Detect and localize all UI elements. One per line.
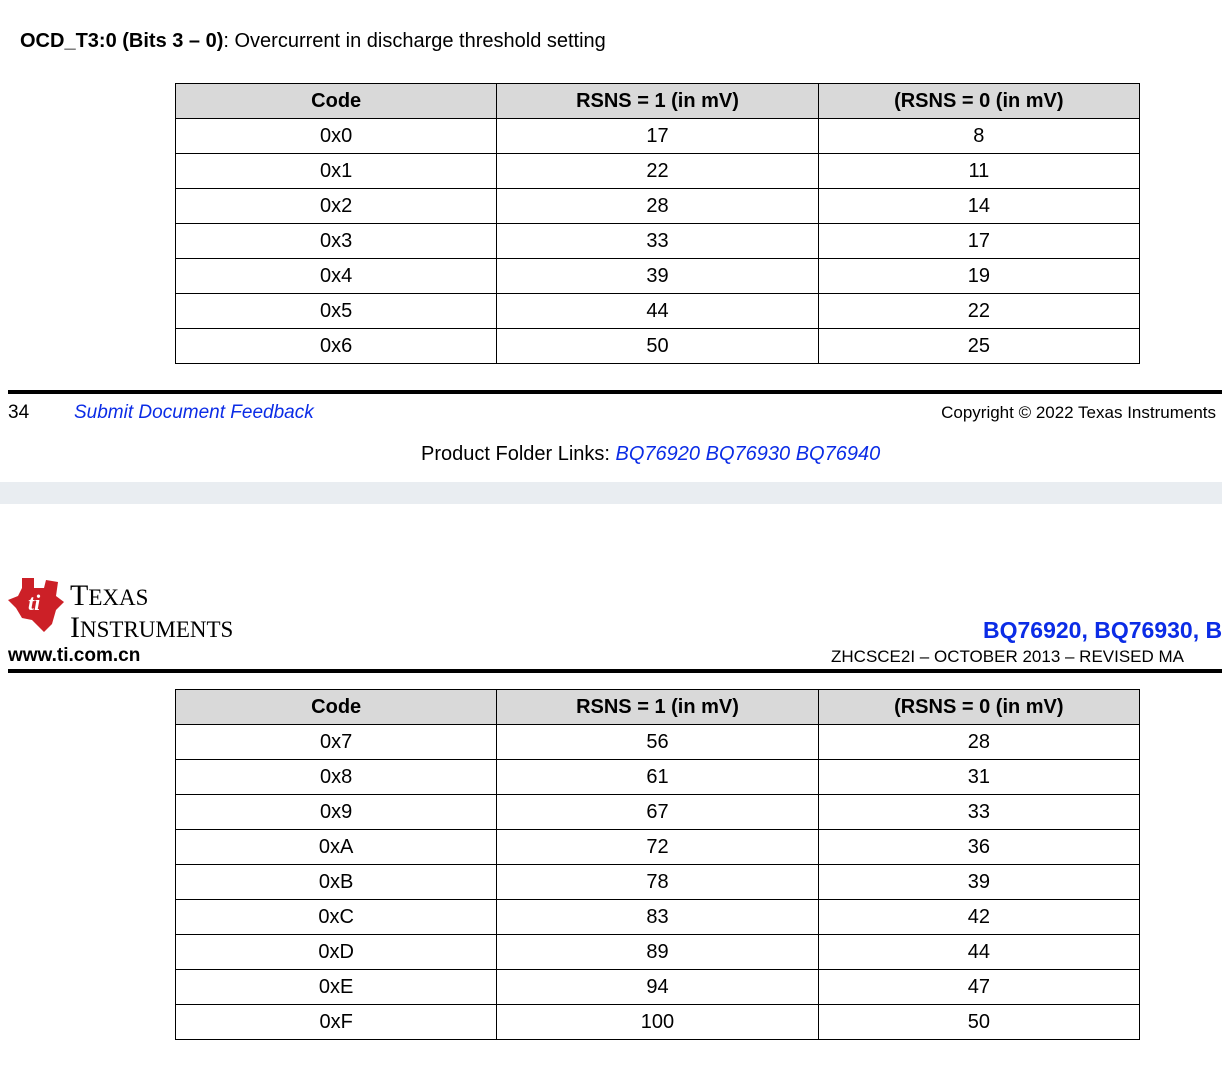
rsns-1-cell: 61: [497, 760, 818, 795]
rsns-0-cell: 42: [818, 900, 1139, 935]
threshold-table-top: [175, 83, 1140, 364]
section-heading: [20, 29, 606, 53]
code-cell: 0xD: [176, 935, 497, 970]
table-row: [176, 725, 1140, 760]
page-number: 34: [8, 402, 30, 423]
code-cell: 0xE: [176, 970, 497, 1005]
table-row: [176, 119, 1140, 154]
code-cell: 0x6: [176, 329, 497, 364]
column-header-rsns-0: (RSNS = 0 (in mV): [818, 84, 1139, 119]
rsns-0-cell: 47: [818, 970, 1139, 1005]
table-row: [176, 970, 1140, 1005]
column-header-rsns-1: RSNS = 1 (in mV): [497, 84, 818, 119]
product-link-bq76920[interactable]: BQ76920: [615, 443, 701, 465]
rsns-1-cell: 56: [497, 725, 818, 760]
table-row: [176, 900, 1140, 935]
code-cell: 0x9: [176, 795, 497, 830]
page-separator: [0, 482, 1222, 504]
column-header-rsns-1: RSNS = 1 (in mV): [497, 690, 818, 725]
site-url: www.ti.com.cn: [8, 645, 141, 666]
rsns-1-cell: 78: [497, 865, 818, 900]
code-cell: 0x1: [176, 154, 497, 189]
rsns-1-cell: 17: [497, 119, 818, 154]
rsns-0-cell: 44: [818, 935, 1139, 970]
table-row: [176, 154, 1140, 189]
rsns-1-cell: 22: [497, 154, 818, 189]
table-row: [176, 760, 1140, 795]
copyright-notice: Copyright © 2022 Texas Instruments: [941, 403, 1216, 422]
footer-divider: [8, 390, 1222, 394]
rsns-0-cell: 31: [818, 760, 1139, 795]
table-row: [176, 259, 1140, 294]
rsns-0-cell: 11: [818, 154, 1139, 189]
code-cell: 0x7: [176, 725, 497, 760]
product-link-bq76930[interactable]: BQ76930: [705, 443, 791, 465]
document-id: ZHCSCE2I – OCTOBER 2013 – REVISED MA: [831, 647, 1185, 666]
table-row: [176, 935, 1140, 970]
rsns-0-cell: 25: [818, 329, 1139, 364]
code-cell: 0x4: [176, 259, 497, 294]
rsns-1-cell: 83: [497, 900, 818, 935]
code-cell: 0xA: [176, 830, 497, 865]
product-link-bq76940[interactable]: BQ76940: [795, 443, 881, 465]
rsns-0-cell: 50: [818, 1005, 1139, 1040]
table-row: [176, 795, 1140, 830]
code-cell: 0xB: [176, 865, 497, 900]
table-row: [176, 224, 1140, 259]
rsns-1-cell: 39: [497, 259, 818, 294]
table-row: [176, 189, 1140, 224]
part-numbers-link[interactable]: BQ76920, BQ76930, B: [983, 617, 1222, 643]
ti-wordmark: TEXAS INSTRUMENTS: [70, 579, 234, 644]
code-cell: 0x2: [176, 189, 497, 224]
rsns-1-cell: 50: [497, 329, 818, 364]
rsns-0-cell: 39: [818, 865, 1139, 900]
code-cell: 0x5: [176, 294, 497, 329]
ti-state-logo-icon: [8, 576, 66, 634]
code-cell: 0x8: [176, 760, 497, 795]
rsns-0-cell: 8: [818, 119, 1139, 154]
svg-text:ti: ti: [28, 590, 41, 615]
table-row: [176, 1005, 1140, 1040]
rsns-1-cell: 100: [497, 1005, 818, 1040]
rsns-0-cell: 19: [818, 259, 1139, 294]
rsns-1-cell: 67: [497, 795, 818, 830]
rsns-1-cell: 89: [497, 935, 818, 970]
column-header-rsns-0: (RSNS = 0 (in mV): [818, 690, 1139, 725]
rsns-0-cell: 36: [818, 830, 1139, 865]
code-cell: 0xF: [176, 1005, 497, 1040]
column-header-code: Code: [176, 690, 497, 725]
table-row: [176, 329, 1140, 364]
field-description: : Overcurrent in discharge threshold setting: [223, 30, 606, 52]
submit-feedback-link[interactable]: Submit Document Feedback: [74, 402, 314, 423]
table-header-row: [176, 690, 1140, 725]
product-folder-label: Product Folder Links:: [421, 443, 616, 465]
code-cell: 0x0: [176, 119, 497, 154]
rsns-0-cell: 22: [818, 294, 1139, 329]
rsns-1-cell: 94: [497, 970, 818, 1005]
rsns-1-cell: 44: [497, 294, 818, 329]
table-row: [176, 830, 1140, 865]
rsns-0-cell: 33: [818, 795, 1139, 830]
table-header-row: [176, 84, 1140, 119]
rsns-0-cell: 28: [818, 725, 1139, 760]
rsns-1-cell: 72: [497, 830, 818, 865]
rsns-0-cell: 17: [818, 224, 1139, 259]
code-cell: 0x3: [176, 224, 497, 259]
code-cell: 0xC: [176, 900, 497, 935]
rsns-0-cell: 14: [818, 189, 1139, 224]
threshold-table-bottom: [175, 689, 1140, 1040]
table-row: [176, 865, 1140, 900]
column-header-code: Code: [176, 84, 497, 119]
rsns-1-cell: 33: [497, 224, 818, 259]
header-divider: [8, 669, 1222, 673]
table-row: [176, 294, 1140, 329]
product-folder-links: [421, 442, 880, 466]
rsns-1-cell: 28: [497, 189, 818, 224]
ti-logo: [8, 576, 258, 644]
field-name: OCD_T3:0 (Bits 3 – 0): [20, 30, 224, 52]
